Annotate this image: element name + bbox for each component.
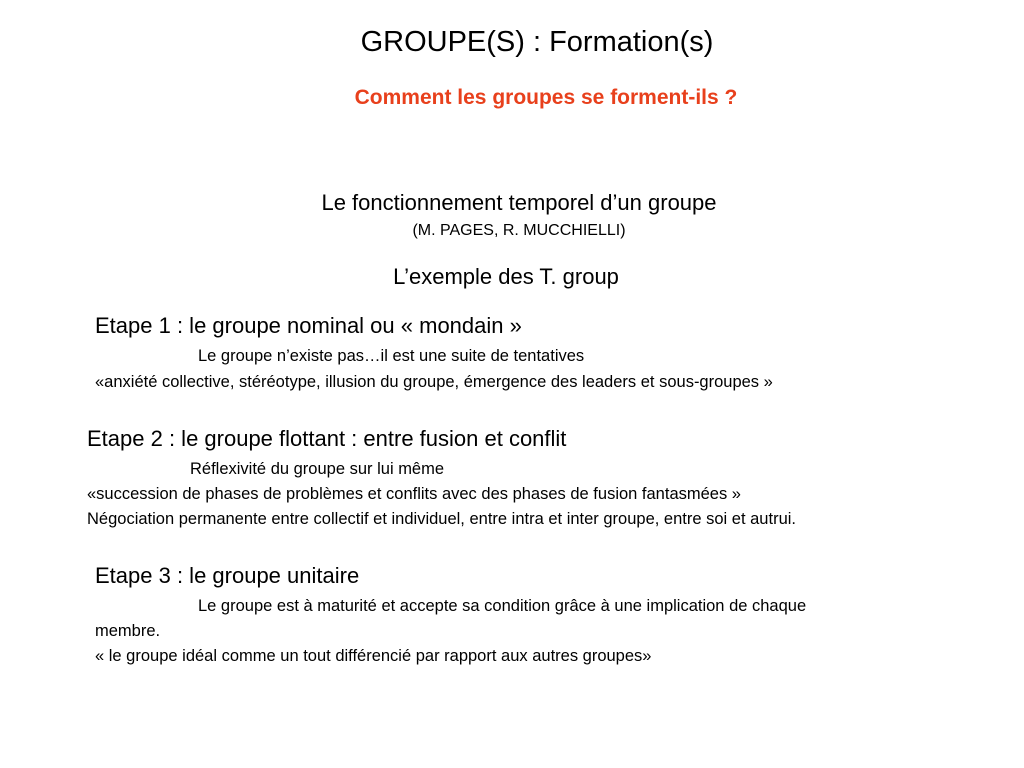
step-3-line-2: membre. [95,622,161,640]
step-2-line-1: Réflexivité du groupe sur lui même [190,460,445,478]
step-1-title: Etape 1 : le groupe nominal ou « mondain » [95,313,522,338]
step-3-line-3: « le groupe idéal comme un tout différencié par rapport aux autres groupes» [95,647,652,665]
step-1-line-2: «anxiété collective, stéréotype, illusion du groupe, émergence des leaders et sous-groupes » [95,373,773,391]
section-authors: (M. PAGES, R. MUCCHIELLI) [412,222,626,239]
slide-title: GROUPE(S) : Formation(s) [360,26,714,58]
step-3-line-1: Le groupe est à maturité et accepte sa condition grâce à une implication de chaque [198,597,807,615]
step-2-line-3: Négociation permanente entre collectif et individuel, entre intra et inter groupe, entre soi et autrui. [87,510,796,528]
step-3-title: Etape 3 : le groupe unitaire [95,563,360,588]
step-2-line-2: «succession de phases de problèmes et conflits avec des phases de fusion fantasmées » [87,485,741,503]
step-2-title: Etape 2 : le groupe flottant : entre fusion et conflit [87,426,567,451]
section-heading: Le fonctionnement temporel d’un groupe [321,190,717,215]
section-example: L’exemple des T. group [393,264,619,289]
slide-subtitle: Comment les groupes se forment-ils ? [354,86,738,109]
step-1-line-1: Le groupe n’existe pas…il est une suite de tentatives [198,347,585,365]
